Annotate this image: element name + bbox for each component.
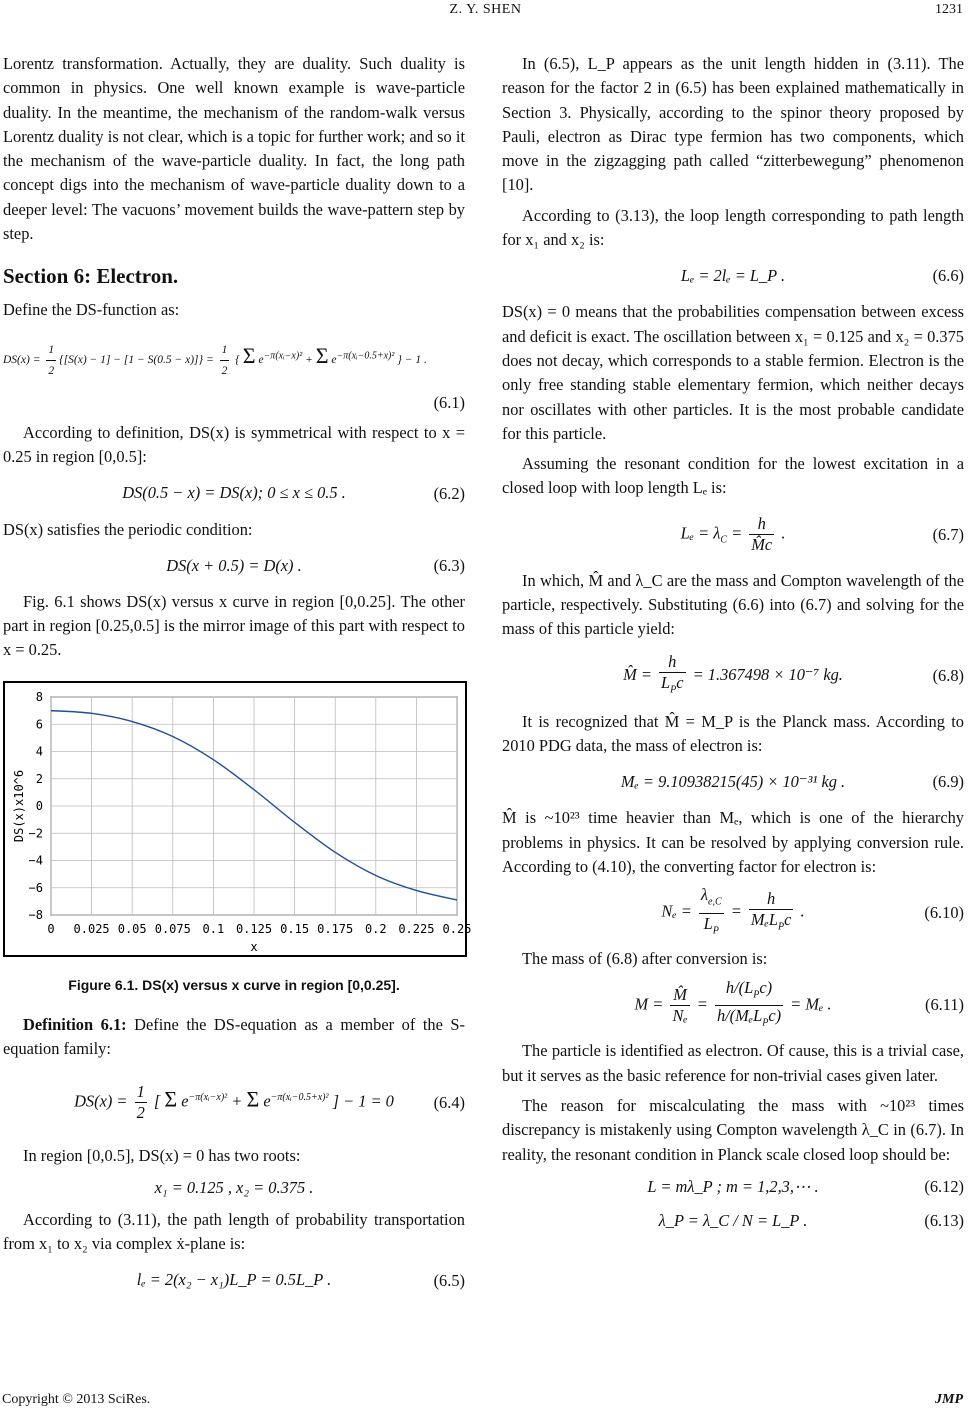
chart-svg <box>5 683 472 955</box>
equation-6-5 <box>3 1263 465 1299</box>
equation-label: (6.3) <box>433 555 465 575</box>
x-tick-label: 0 <box>47 921 55 936</box>
equation-6-2 <box>3 476 465 512</box>
equation-label: (6.13) <box>924 1210 964 1230</box>
x-tick-label: 0.15 <box>280 921 310 936</box>
equation-6-11: M = $\frac{M̂}{\text{Nₑ}}$ = $\frac{h/(L_Pc)}{h/(M_eL_Pc)}$ = Mₑ . (6.11) <box>634 977 964 1029</box>
left-column <box>3 52 472 1305</box>
equation-roots <box>3 1174 465 1202</box>
equation-label: (6.7) <box>932 524 964 544</box>
equation-label: (6.1) <box>433 392 465 412</box>
y-tick-label: −6 <box>28 880 43 895</box>
equation-6-9 <box>502 764 964 800</box>
paragraph: Assuming the resonant condition for the lowest excitation in a closed loop with loop length Lₑ is: <box>502 454 964 498</box>
equation-6-6 <box>502 258 964 294</box>
equation-6-7: $L_e = \lambda_C$ = $\frac{h}{M̂c}$ . (6.7) <box>680 514 964 555</box>
y-tick-label: −8 <box>28 907 43 922</box>
section-title: Section 6: Electron <box>3 264 173 289</box>
equation-6-13 <box>502 1207 964 1235</box>
equation-body: DS(x + 0.5) = D(x) . <box>166 555 302 575</box>
x-tick-label: 0.2 <box>364 921 387 936</box>
y-tick-label: 2 <box>35 771 43 786</box>
paragraph: Define the DS-function as: <box>3 300 180 320</box>
definition-label: Definition 6.1: <box>23 1015 127 1035</box>
equation-body: Mₑ = 9.10938215(45) × 10⁻³¹ kg . <box>620 772 846 792</box>
equation-body: λ_P = λ_C / N = L_P . <box>658 1210 808 1230</box>
equation-body: DS(0.5 − x) = DS(x); 0 ≤ x ≤ 0.5 . <box>122 483 346 503</box>
paragraph: Lorentz transformation. Actually, they are duality. Such duality is common in physics. One well known example is wave-particle duality. In the meantime, the mechanism of the random-walk versus Lorentz duality is not clear, which is a topic for further work; and so it the mechanism of the wave-particle duality. In fact, the long path concept digs into the mechanism of wave-particle duality down to a deeper level: The vacuons’ movement builds the wave-pattern step by step. <box>3 54 465 244</box>
x-tick-label: 0.025 <box>73 921 110 936</box>
figure-caption: Figure 6.1. DS(x) versus x curve in region [0,0.25]. <box>68 976 400 993</box>
paragraph: According to definition, DS(x) is symmetrical with respect to x = 0.25 in region [0,0.5]: <box>3 422 465 467</box>
y-tick-label: −4 <box>28 853 43 868</box>
paragraph: It is recognized that M̂ = M_P is the Planck mass. According to 2010 PDG data, the mass of electron is: <box>502 711 964 755</box>
x-axis-label: x <box>250 939 258 954</box>
equation-label: (6.4) <box>433 1092 465 1112</box>
page-header <box>0 0 971 24</box>
paragraph: In region [0,0.5], DS(x) = 0 has two roots: <box>23 1145 301 1165</box>
running-title: Z. Y. SHEN <box>449 2 522 17</box>
journal-name: JMP <box>935 1392 963 1407</box>
section-heading: Section 6: Electron. <box>3 264 179 289</box>
paragraph: M̂ is ~10²³ time heavier than Mₑ, which is one of the hierarchy problems in physics. It can be resolved by applying conversion rule. According to (4.10), the converting factor for electron is: <box>502 808 964 876</box>
equation-6-10: Nₑ = $\frac{\lambda_{e,C}}{L_P}$ = $\frac{h}{M_eL_Pc}$ . (6.10) <box>661 885 964 936</box>
paragraph <box>3 1013 465 1062</box>
paragraph: DS(x) satisfies the periodic condition: <box>3 519 253 539</box>
equation-6-4: DS(x) = $\frac{1}{2}$ [ Σ $e^{-\pi(xᵢ-x)^2} + \Sigma$ $e^{-\pi(xᵢ-0.5+x)^2}$ ] − 1 = 0 (6.4) <box>74 1082 465 1123</box>
y-tick-label: −2 <box>28 826 43 840</box>
equation-label: (6.12) <box>924 1176 964 1196</box>
paragraph: Fig. 6.1 shows DS(x) versus x curve in region [0,0.25]. The other part in region [0.25,0.5] is the mirror image of this part with respect to x = 0.25. <box>3 591 465 660</box>
paragraph: The mass of (6.8) after conversion is: <box>522 949 768 969</box>
equation-label: (6.9) <box>932 772 964 792</box>
page-number: 1231 <box>935 2 963 17</box>
y-tick-label: 4 <box>35 744 43 759</box>
paragraph: The reason for miscalculating the mass with ~10²³ times discrepancy is mistakenly using Compton wavelength λ_C in (6.7). In reality, the resonant condition in Planck scale closed loop should be: <box>502 1096 964 1164</box>
equation-label: (6.5) <box>433 1270 465 1290</box>
right-column <box>502 52 964 1241</box>
x-tick-label: 0.225 <box>398 921 435 936</box>
y-axis-label: DS(x)x10^6 <box>12 769 26 842</box>
equation-body: L = mλ_P ; m = 1,2,3,⋯ . <box>647 1176 819 1196</box>
equation-label: (6.8) <box>932 665 964 685</box>
equation-label: (6.2) <box>433 483 465 503</box>
equation-6-1: DS(x) = $\frac{1}{2}$ {[S(x) − 1] − [1 − S(0.5 − x)]} = $\frac{1}{2}$ { Σ $e^{-\pi(xᵢ-x)^2} + \Sigma$ $e^{-\pi(xᵢ-0.5+x)^2}$ } − 1 . <box>3 329 465 393</box>
equation-value: = 1.367498 × 10⁻⁷ kg. <box>692 664 843 684</box>
equation-label: (6.10) <box>924 902 964 922</box>
equation-label: (6.6) <box>932 266 964 286</box>
x-tick-label: 0.25 <box>442 921 472 936</box>
paragraph: According to (3.13), the loop length corresponding to path length for x₁ and x₂ is: <box>502 205 964 250</box>
paragraph: In (6.5), L_P appears as the unit length hidden in (3.11). The reason for the factor 2 in (6.5) has been explained mathematically in Section 3. Physically, according to the spinor theory proposed by Pauli, electron as Dirac type fermion has two components, which move in the zigzagging path called “zitterbewegung” phenomenon [10]. <box>502 54 964 195</box>
x-tick-label: 0.175 <box>317 921 354 936</box>
equation-body: x₁ = 0.125 , x₂ = 0.375 . <box>154 1177 314 1197</box>
equation-6-8: M̂ = $\frac{h}{L_Pc}$ = 1.367498 × 10⁻⁷ kg. (6.8) <box>623 651 964 695</box>
definition-text: Define the DS-equation as a member of the S-equation family: <box>3 1015 465 1059</box>
paragraph: According to (3.11), the path length of probability transportation from x₁ to x₂ via complex ẋ-plane is: <box>3 1209 465 1254</box>
paragraph: The particle is identified as electron. Of cause, this is a trivial case, but it serves as the basic reference for non-trivial cases given later. <box>502 1041 964 1085</box>
paragraph: DS(x) = 0 means that the probabilities compensation between excess and deficit is exact. The oscillation between x₁ = 0.125 and x₂ = 0.375 does not decay, which corresponds to a stable fermion. Electron is the only free standing stable elementary fermion, which neither decays nor oscillates with other particles. It is the most probable candidate for this particle. <box>502 302 964 443</box>
y-tick-label: 6 <box>35 717 43 731</box>
y-tick-label: 8 <box>35 689 43 704</box>
figure-6-1-chart <box>3 681 472 957</box>
x-tick-label: 0.05 <box>117 921 147 936</box>
y-tick-label: 0 <box>35 798 43 813</box>
equation-body: Lₑ = 2lₑ = L_P . <box>680 266 786 286</box>
x-tick-label: 0.125 <box>235 921 273 936</box>
copyright: Copyright © 2013 SciRes. <box>2 1392 151 1407</box>
x-tick-label: 0.1 <box>202 921 225 936</box>
equation-label: (6.11) <box>925 995 964 1015</box>
equation-body: lₑ = 2(x₂ − x₁)L_P = 0.5L_P . <box>136 1270 332 1290</box>
equation-6-12 <box>502 1173 964 1201</box>
paragraph: In which, M̂ and λ_C are the mass and Compton wavelength of the particle, respectively. Substituting (6.6) into (6.7) and solving for the mass of this particle yield: <box>502 570 964 639</box>
x-tick-label: 0.075 <box>154 921 191 936</box>
equation-6-3 <box>3 548 465 584</box>
